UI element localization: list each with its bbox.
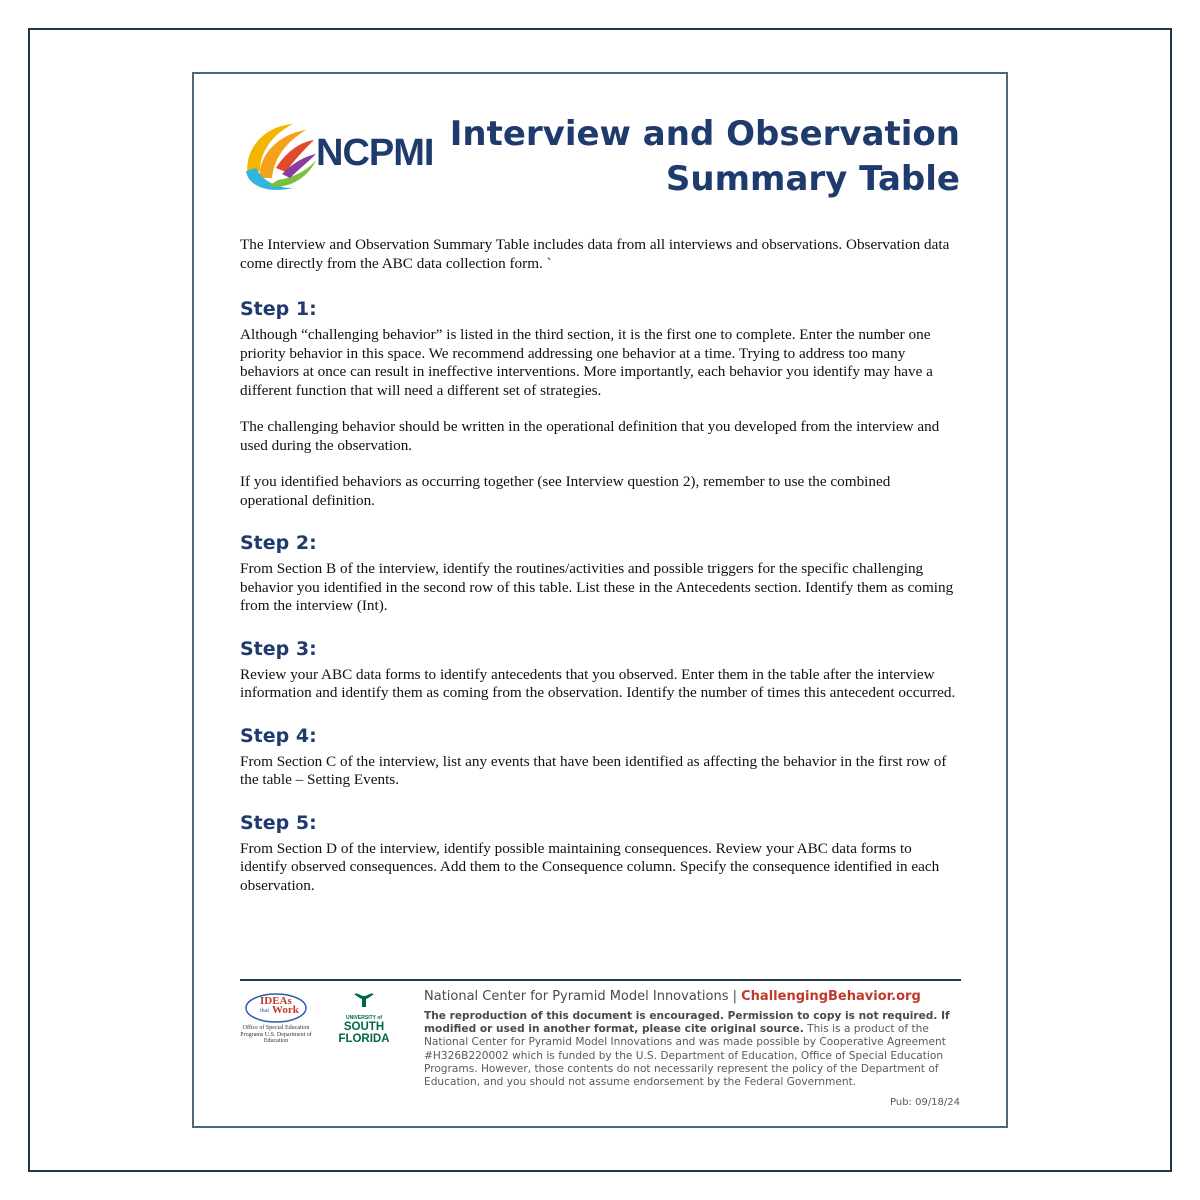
document-body xyxy=(240,236,960,917)
ideas-logo-line3: Work xyxy=(272,1004,299,1016)
bull-icon xyxy=(352,990,376,1008)
step-paragraph: Review your ABC data forms to identify antecedents that you observed. Enter them in the table after the interview information and identify them as coming from the observation. Identify the number of times this antecedent occurred. xyxy=(240,665,956,701)
step-5 xyxy=(240,812,960,896)
step-paragraph: The challenging behavior should be written in the operational definition that you developed from the interview and used during the observation. xyxy=(240,418,940,454)
step-2 xyxy=(240,532,960,616)
step-paragraph: From Section B of the interview, identify the routines/activities and possible triggers for the specific challenging behavior you identified in the second row of this table. List these in the Antecedents section. Identify them as coming from the interview (Int). xyxy=(240,560,954,614)
usf-line-1: UNIVERSITY of xyxy=(345,1015,383,1021)
usf-line-2: SOUTH xyxy=(343,1021,385,1033)
ideas-logo-line1: IDEAs xyxy=(260,995,292,1007)
org-name: National Center for Pyramid Model Innovations xyxy=(424,989,729,1004)
footer-text xyxy=(424,988,964,1089)
footer-notice xyxy=(424,1010,964,1089)
notice-text: This is a product of the National Center for Pyramid Model Innovations and was made possible by Cooperative Agreement #H326B220002 which is funded by the U.S. Department of Education, Office of Special Education Programs. However, those contents do not necessarily represent the policy of the Department of Education, and you should not assume endorsement by the Federal Government. xyxy=(424,1023,946,1089)
footer-org-line xyxy=(424,988,964,1006)
step-heading: Step 2: xyxy=(240,532,317,554)
step-paragraph: Although “challenging behavior” is listed in the third section, it is the first one to complete. Enter the number one priority behavior in this space. We recommend addressing one behavior at a time. Trying to address too many behaviors at once can result in ineffective interventions. More importantly, each behavior you identify may have a different function that will need a different set of strategies. xyxy=(240,326,933,399)
usf-logo xyxy=(330,990,398,1050)
intro-paragraph: The Interview and Observation Summary Table includes data from all interviews and observations. Observation data come directly from the ABC data collection form. ` xyxy=(240,236,950,272)
step-4 xyxy=(240,725,960,790)
step-3 xyxy=(240,638,960,703)
ncpmi-logo-text: NCPMI xyxy=(316,132,434,174)
title-line-1: Interview and Observation xyxy=(449,114,960,154)
step-heading: Step 1: xyxy=(240,298,317,320)
step-heading: Step 5: xyxy=(240,811,317,834)
step-heading: Step 3: xyxy=(240,637,317,660)
page-title xyxy=(440,112,960,202)
website-link[interactable]: ChallengingBehavior.org xyxy=(741,989,921,1004)
step-heading: Step 4: xyxy=(240,724,317,747)
footer-divider xyxy=(240,979,961,981)
usf-line-3: FLORIDA xyxy=(338,1033,390,1045)
ideas-caption: Office of Special Education Programs U.S. Department of Education xyxy=(240,1025,312,1044)
footer-separator: | xyxy=(732,989,737,1004)
title-line-2: Summary Table xyxy=(665,159,960,199)
step-1 xyxy=(240,298,960,510)
step-paragraph: From Section D of the interview, identify possible maintaining consequences. Review your ABC data forms to identify observed consequences. Add them to the Consequence column. Specify the consequence identified in each observation. xyxy=(240,839,940,894)
step-paragraph: If you identified behaviors as occurring together (see Interview question 2), remember to use the combined operational definition. xyxy=(240,473,891,509)
ideas-logo-line2: that xyxy=(260,1008,269,1014)
pub-date: Pub: 09/18/24 xyxy=(890,1097,960,1108)
notice-bold: The reproduction of this document is encouraged. Permission to copy is not required. If modified or used in another format, please cite original source. xyxy=(424,1010,950,1036)
step-paragraph: From Section C of the interview, list any events that have been identified as affecting the behavior in the first row of the table – Setting Events. xyxy=(240,752,947,788)
